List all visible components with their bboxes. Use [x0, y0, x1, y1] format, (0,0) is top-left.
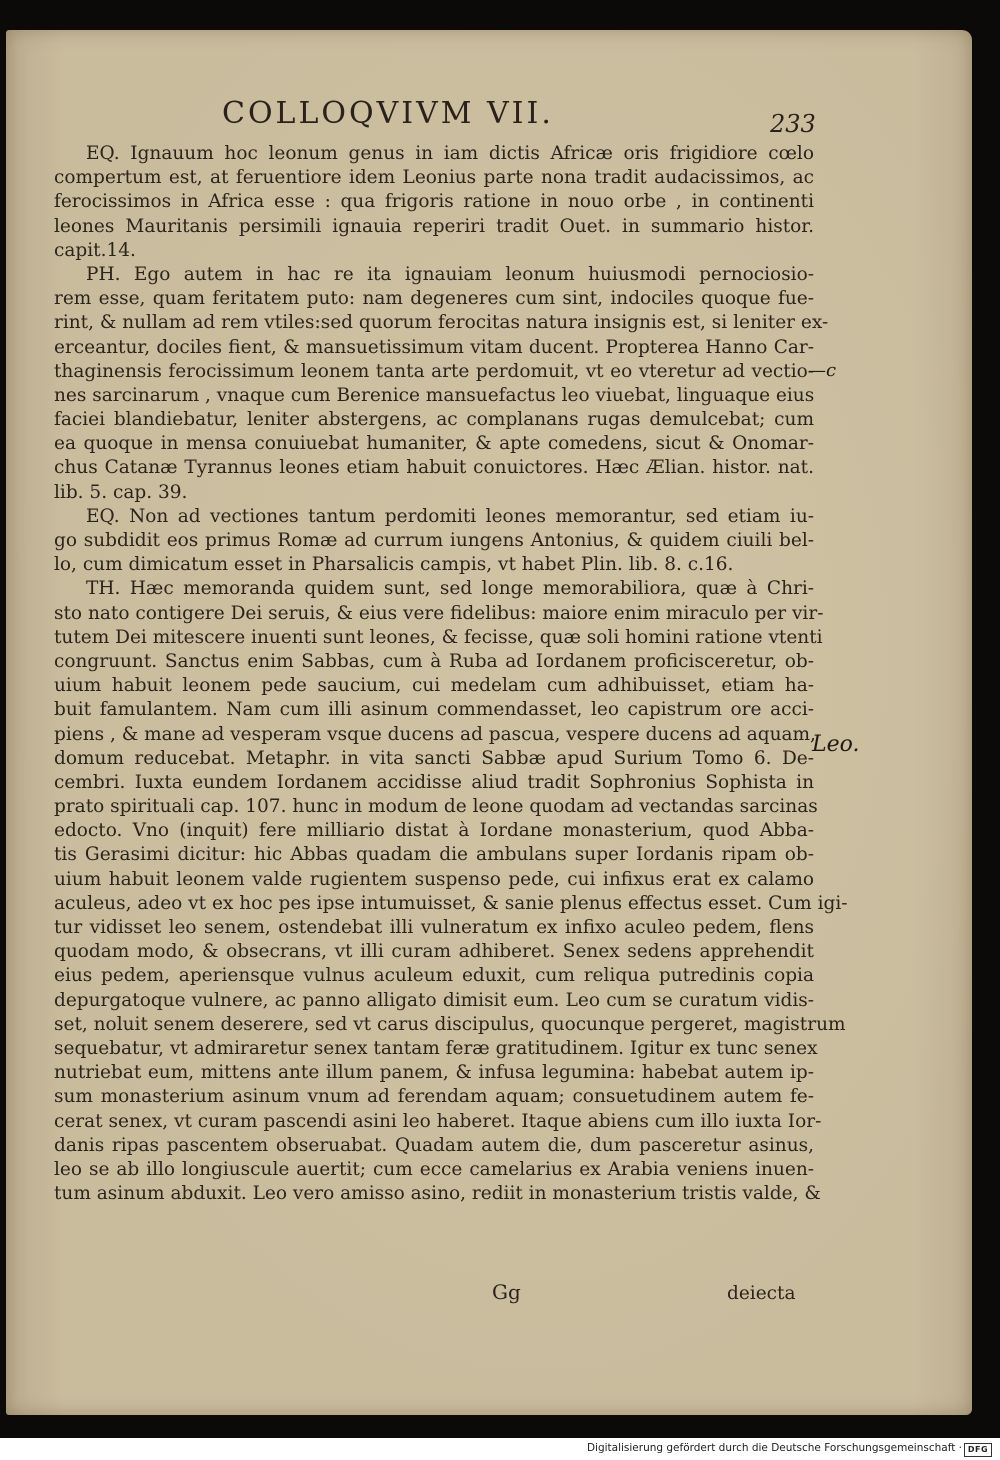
text-line: erceantur, dociles fient, & mansuetissimum vitam ducent. Propterea Hanno Car- — [54, 336, 814, 358]
text-line: edocto. Vno (inquit) fere milliario distat à Iordane monasterium, quod Abba- — [54, 820, 814, 842]
text-line: faciei blandiebatur, leniter abstergens, ac complanans rugas demulcebat; cum — [54, 409, 814, 431]
text-line: capit.14. — [54, 239, 136, 261]
page-number: 233 — [770, 110, 816, 138]
text-line: cembri. Iuxta eundem Iordanem accidisse aliud tradit Sophronius Sophista in — [54, 771, 814, 793]
text-line: cerat senex, vt curam pascendi asini leo haberet. Itaque abiens cum illo iuxta Ior- — [54, 1110, 822, 1132]
text-line: ferocissimos in Africa esse : qua frigoris ratione in nouo orbe , in continenti — [54, 191, 814, 213]
margin-note: —c — [808, 360, 837, 381]
text-line: compertum est, at feruentiore idem Leonius parte nona tradit audacissimos, ac — [54, 167, 814, 189]
text-line: tutem Dei mitescere inuenti sunt leones, & fecisse, quæ soli homini ratione vtenti — [54, 626, 823, 648]
text-line: sum monasterium asinum vnum ad ferendam aquam; consuetudinem autem fe- — [54, 1086, 814, 1108]
text-line: uium habuit leonem valde rugientem suspenso pede, cui infixus erat ex calamo — [54, 868, 814, 890]
text-line: eius pedem, aperiensque vulnus aculeum eduxit, cum reliqua putredinis copia — [54, 965, 814, 987]
text-line: buit famulantem. Nam cum illi asinum commendasset, leo capistrum ore acci- — [54, 699, 814, 721]
text-line: nutriebat eum, mittens ante illum panem, & infusa legumina: habebat autem ip- — [54, 1062, 814, 1084]
text-line: thaginensis ferocissimum leonem tanta arte perdomuit, vt eo vteretur ad vectio- — [54, 360, 814, 382]
text-line: EQ. Ignauum hoc leonum genus in iam dictis Africæ oris frigidiore cœlo — [86, 143, 814, 164]
text-line: quodam modo, & obsecrans, vt illi curam adhiberet. Senex sedens apprehendit — [54, 941, 814, 963]
text-line: nes sarcinarum , vnaque cum Berenice mansuefactus leo viuebat, linguaque eius — [54, 384, 815, 406]
running-head: COLLOQVIVM VII. — [222, 96, 554, 131]
text-line: aculeus, adeo vt ex hoc pes ipse intumuisset, & sanie plenus effectus esset. Cum igi- — [54, 892, 848, 914]
text-line — [54, 1206, 814, 1230]
text-line: chus Catanæ Tyrannus leones etiam habuit conuictores. Hæc Ælian. histor. nat. — [54, 457, 814, 479]
text-line: leo se ab illo longiuscule auertit; cum ecce camelarius ex Arabia veniens inuen- — [54, 1158, 814, 1180]
funding-credit: Digitalisierung gefördert durch die Deutsche Forschungsgemeinschaft · — [586, 1442, 962, 1454]
text-line: go subdidit eos primus Romæ ad currum iungens Antonius, & quidem ciuili bel- — [54, 530, 814, 551]
text-line: depurgatoque vulnere, ac panno alligato dimisit eum. Leo cum se curatum vidis- — [54, 989, 814, 1011]
text-line: EQ. Non ad vectiones tantum perdomiti leones memorantur, sed etiam iu- — [86, 505, 814, 527]
text-line: TH. Hæc memoranda quidem sunt, sed longe memorabiliora, quæ à Chri- — [86, 578, 814, 600]
text-line: sto nato contigere Dei seruis, & eius vere fidelibus: maiore enim miraculo per vir- — [54, 602, 824, 624]
text-line: set, noluit senem deserere, sed vt carus discipulus, quocunque pergeret, magistrum — [54, 1013, 846, 1035]
text-line: tis Gerasimi dicitur: hic Abbas quadam die ambulans super Iordanis ripam ob- — [54, 844, 814, 866]
footer-bar — [0, 1438, 1000, 1460]
text-line: PH. Ego autem in hac re ita ignauiam leonum huiusmodi pernociosio- — [86, 263, 814, 285]
margin-note: Leo. — [812, 732, 860, 757]
text-line: sequebatur, vt admiraretur senex tantam feræ gratitudinem. Igitur ex tunc senex — [54, 1037, 818, 1059]
text-line: uium habuit leonem pede saucium, cui medelam cum adhibuisset, etiam ha- — [54, 675, 814, 697]
catchword: deiecta — [727, 1283, 796, 1304]
text-line: rint, & nullam ad rem vtiles:sed quorum ferocitas natura insignis est, si leniter ex- — [54, 312, 829, 334]
text-line: tur vidisset leo senem, ostendebat illi vulneratum ex infixo aculeo pedem, flens — [54, 917, 814, 938]
text-line: danis ripas pascentem obseruabat. Quadam autem die, dum pasceretur asinus, — [54, 1134, 814, 1156]
text-line: domum reducebat. Metaphr. in vita sancti Sabbæ apud Surium Tomo 6. De- — [54, 747, 814, 769]
text-line: lo, cum dimicatum esset in Pharsalicis campis, vt habet Plin. lib. 8. c.16. — [54, 554, 734, 576]
text-line: rem esse, quam feritatem puto: nam degeneres cum sint, indociles quoque fue- — [54, 288, 814, 310]
text-line: lib. 5. cap. 39. — [54, 481, 188, 503]
signature-mark: Gg — [492, 1280, 521, 1304]
dfg-logo-icon: DFG — [964, 1443, 992, 1457]
body-text — [54, 142, 848, 1230]
text-line: tum asinum abduxit. Leo vero amisso asino, rediit in monasterium tristis valde, & — [54, 1183, 821, 1205]
text-line: congruunt. Sanctus enim Sabbas, cum à Ruba ad Iordanem proficisceretur, ob- — [54, 650, 814, 672]
text-line: prato spirituali cap. 107. hunc in modum de leone quodam ad vectandas sarcinas — [54, 796, 818, 818]
text-line: ea quoque in mensa conuiuebat humaniter, & apte comedens, sicut & Onomar- — [54, 433, 814, 455]
text-line: piens , & mane ad vesperam vsque ducens ad pascua, vespere ducens ad aquam, — [54, 723, 816, 745]
text-line: leones Mauritanis persimili ignauia reperiri tradit Ouet. in summario histor. — [54, 215, 814, 237]
